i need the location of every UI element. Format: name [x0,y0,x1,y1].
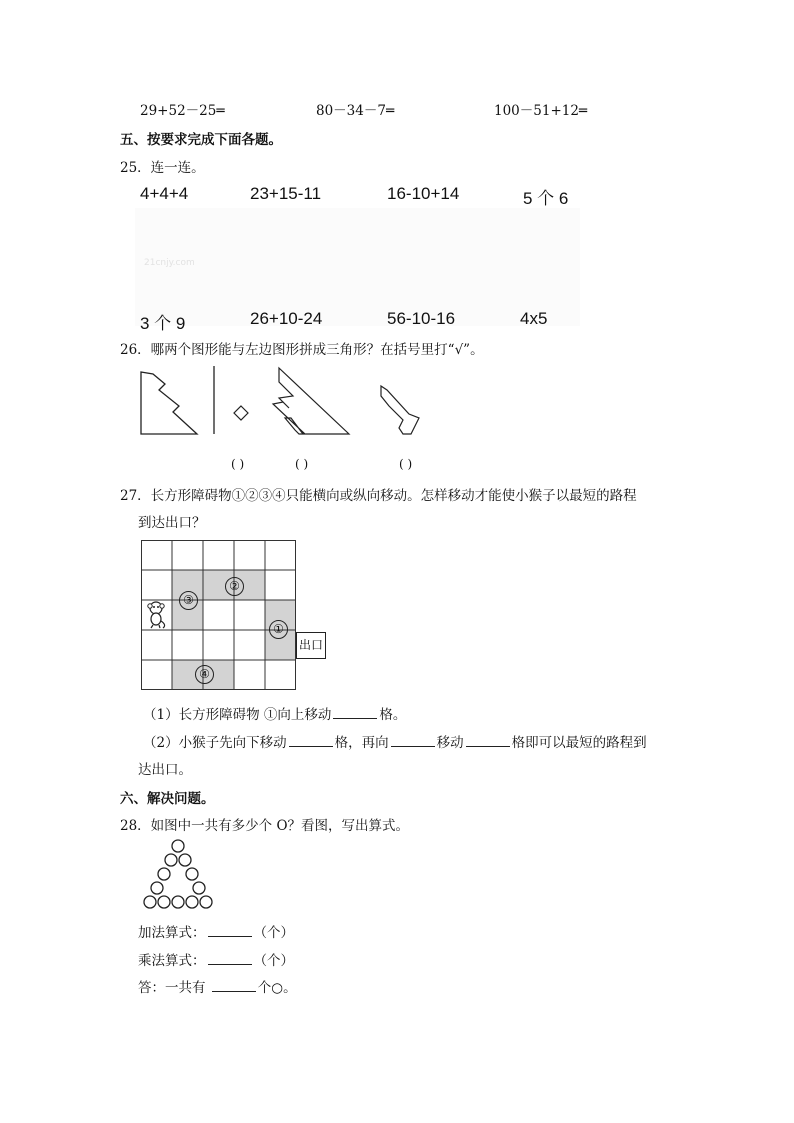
counting-circle [179,854,191,866]
expression-2: 80－34－7═ [316,103,395,119]
q27-sub2-line-2: 达出口。 [138,762,192,778]
q28-multiplication-label: 乘法算式： [138,953,206,969]
q28-multiplication-blank[interactable] [208,952,252,965]
expression-3: 100－51+12═ [494,103,588,119]
q28-answer-blank[interactable] [212,979,256,992]
watermark: 21cnjy.com [144,258,195,268]
maze-grid [141,540,296,690]
q27-prompt-line-2: 到达出口？ [138,515,206,531]
matching-area [135,208,580,326]
obstacle-2-label: ② [225,577,244,596]
circle-triangle [140,838,216,910]
q28-addition-label: 加法算式： [138,925,206,941]
counting-circle [144,896,156,908]
q28-addition-unit: （个） [253,925,294,941]
q27-sub1-blank[interactable] [333,706,377,719]
q25-top-item-1[interactable]: 4+4+4 [140,184,189,203]
option-shape-2 [273,368,349,434]
monkey-icon [148,602,165,628]
q27-sub2-blank-1[interactable] [289,734,333,747]
q25-bottom-item-4[interactable]: 4x5 [520,309,548,328]
q25-bottom-item-3[interactable]: 56-10-16 [387,309,456,328]
obstacle-4-label: ④ [195,665,214,684]
q25-top-item-2[interactable]: 23+15-11 [250,184,322,203]
counting-circle [186,868,198,880]
q27-sub2-blank-2[interactable] [391,734,435,747]
option-shape-1 [234,406,248,420]
q27-sub2 [143,731,647,751]
q28-answer-text-a: 答：一共有 [138,980,206,996]
q26-shapes [135,362,435,442]
q26-answer-paren-1[interactable]: ( ) [231,457,245,471]
counting-circle [200,896,212,908]
q27-sub1-text-b: 格。 [379,707,407,723]
option-shape-3 [381,386,419,434]
q25-prompt: 25．连一连。 [120,160,205,176]
q26-prompt: 26．哪两个图形能与左边图形拼成三角形？在括号里打“√”。 [120,342,484,358]
q27-sub1 [143,703,406,723]
counting-circle [186,896,198,908]
q27-sub2-text-d: 格即可以最短的路程到 [511,735,647,751]
q27-sub2-blank-3[interactable] [466,734,510,747]
q27-sub2-text-a: （2）小猴子先向下移动 [143,735,287,751]
q27-sub1-text-a: （1）长方形障碍物 ①向上移动 [143,707,332,723]
exit-box: 出口 [296,632,326,659]
q25-top-item-3[interactable]: 16-10+14 [387,184,460,203]
obstacle-3-label: ③ [179,591,198,610]
counting-circle [172,896,184,908]
q28-multiplication [138,949,294,969]
q26-answer-paren-2[interactable]: ( ) [295,457,309,471]
q28-prompt: 28．如图中一共有多少个 O？看图，写出算式。 [120,818,410,834]
q27-sub2-text-c: 移动 [436,735,464,751]
q28-answer [138,976,297,996]
counting-circle [158,896,170,908]
section-5-heading: 五、按要求完成下面各题。 [120,132,282,148]
q26-answer-paren-3[interactable]: ( ) [399,457,413,471]
q28-addition [138,921,294,941]
q27-prompt-line-1: 27．长方形障碍物①②③④只能横向或纵向移动。怎样移动才能使小猴子以最短的路程 [120,488,637,504]
expression-1: 29+52－25═ [140,103,225,119]
q28-addition-blank[interactable] [208,924,252,937]
target-shape [141,372,197,434]
q28-multiplication-unit: （个） [253,953,294,969]
counting-circle [151,882,163,894]
counting-circle [158,868,170,880]
obstacle-1-label: ① [269,620,288,639]
counting-circle [172,840,184,852]
counting-circle [193,882,205,894]
q27-sub2-text-b: 格，再向 [334,735,389,751]
q25-bottom-item-1[interactable]: 3 个 9 [140,314,186,333]
q25-top-item-4[interactable]: 5 个 6 [523,189,569,208]
section-6-heading: 六、解决问题。 [120,791,215,807]
q28-answer-text-b: 个○。 [257,980,297,996]
grid-lines [141,540,296,690]
q25-bottom-item-2[interactable]: 26+10-24 [250,309,323,328]
counting-circle [165,854,177,866]
